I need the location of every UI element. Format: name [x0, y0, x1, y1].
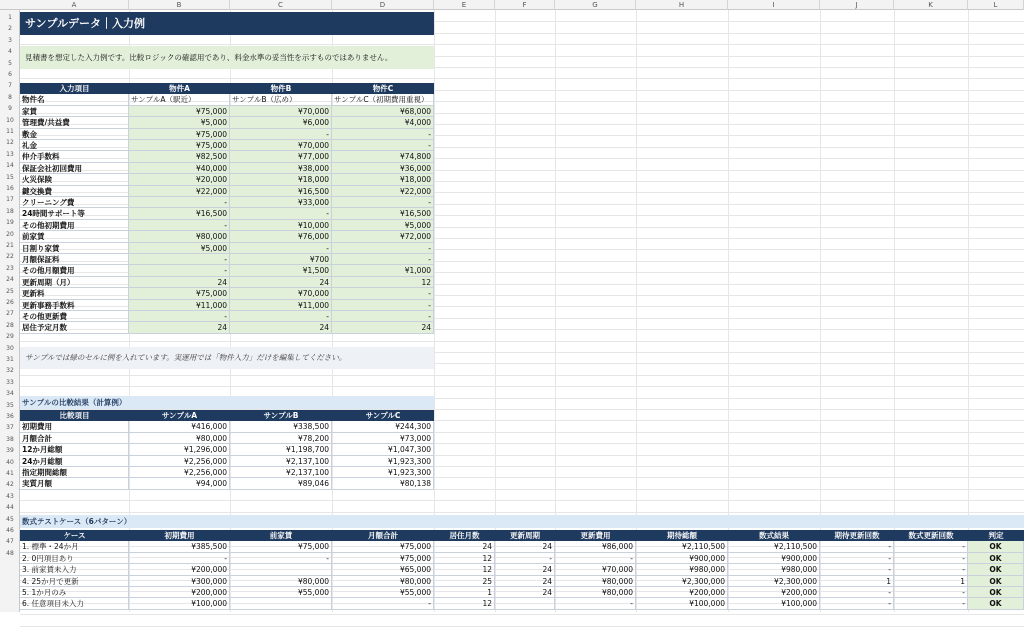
input-value-cell[interactable]: ¥80,000	[129, 231, 230, 242]
test-value-cell[interactable]: -	[820, 598, 894, 609]
test-value-cell[interactable]: -	[894, 541, 968, 552]
result-value-cell[interactable]: ¥1,047,300	[332, 444, 434, 455]
test-value-cell[interactable]: 1	[894, 576, 968, 587]
test-case-cell[interactable]: 4. 25か月で更新	[20, 576, 129, 587]
input-value-cell[interactable]: ¥38,000	[230, 163, 332, 174]
test-case-cell[interactable]: 6. 任意項目未入力	[20, 598, 129, 609]
sample-note: サンプルでは緑のセルに例を入れています。実運用では「物件入力」だけを編集してください。	[20, 347, 434, 369]
result-value-cell[interactable]: ¥80,138	[332, 478, 434, 489]
input-label-cell[interactable]: 管理費/共益費	[20, 117, 129, 128]
test-header-cell: 月額合計	[332, 530, 434, 541]
test-value-cell[interactable]: 12	[434, 564, 495, 575]
test-value-cell[interactable]: -	[894, 564, 968, 575]
test-value-cell[interactable]: ¥70,000	[555, 564, 636, 575]
row-header-26[interactable]: 26	[6, 299, 14, 306]
row-header-5[interactable]: 5	[8, 59, 12, 67]
input-label-cell[interactable]: 保証会社初回費用	[20, 163, 129, 174]
input-value-cell[interactable]: 24	[332, 322, 434, 333]
row-header-34[interactable]: 34	[6, 390, 14, 398]
input-value-cell[interactable]: -	[230, 311, 332, 322]
result-header-cell: 比較項目	[20, 410, 129, 421]
test-value-cell[interactable]: -	[820, 541, 894, 552]
input-value-cell[interactable]: 24	[129, 322, 230, 333]
test-value-cell[interactable]: ¥2,300,000	[636, 576, 728, 587]
row-header-28[interactable]: 28	[6, 321, 14, 329]
column-header-l[interactable]: L	[968, 0, 1024, 10]
row-header-33[interactable]: 33	[6, 378, 14, 386]
row-header-23[interactable]: 23	[6, 264, 14, 272]
input-value-cell[interactable]: -	[332, 243, 434, 254]
row-header-24[interactable]: 24	[6, 276, 14, 284]
test-value-cell[interactable]: ¥80,000	[555, 576, 636, 587]
test-value-cell[interactable]: ¥900,000	[636, 553, 728, 564]
row-header-18[interactable]: 18	[6, 207, 14, 215]
test-value-cell[interactable]: 12	[434, 598, 495, 609]
property-name-cell[interactable]: サンプルA（駅近）	[129, 94, 230, 105]
column-header-i[interactable]: I	[728, 0, 820, 10]
test-header-cell: 期待更新回数	[820, 530, 894, 541]
input-value-cell[interactable]: ¥33,000	[230, 197, 332, 208]
input-label-cell[interactable]: 居住予定月数	[20, 322, 129, 333]
input-value-cell[interactable]: 24	[129, 277, 230, 288]
test-value-cell[interactable]: -	[230, 553, 332, 564]
test-header-cell: 居住月数	[434, 530, 495, 541]
test-value-cell[interactable]: -	[820, 564, 894, 575]
result-value-cell[interactable]: ¥94,000	[129, 478, 230, 489]
row-header-15[interactable]: 15	[6, 173, 14, 181]
test-value-cell[interactable]	[230, 564, 332, 575]
input-label-cell[interactable]: 仲介手数料	[20, 151, 129, 162]
test-value-cell[interactable]: ¥55,000	[332, 587, 434, 598]
input-label-cell[interactable]: その他更新費	[20, 311, 129, 322]
test-value-cell[interactable]: ¥200,000	[129, 587, 230, 598]
result-value-cell[interactable]: ¥1,923,300	[332, 467, 434, 478]
test-value-cell[interactable]: ¥300,000	[129, 576, 230, 587]
input-label-cell[interactable]: 鍵交換費	[20, 186, 129, 197]
test-value-cell[interactable]: -	[555, 598, 636, 609]
input-value-cell[interactable]: ¥10,000	[230, 220, 332, 231]
test-header-cell: 初期費用	[129, 530, 230, 541]
test-value-cell[interactable]: ¥65,000	[332, 564, 434, 575]
test-value-cell[interactable]	[230, 598, 332, 609]
row-header-7[interactable]: 7	[8, 82, 12, 90]
input-value-cell[interactable]: ¥22,000	[129, 186, 230, 197]
test-value-cell[interactable]: 24	[495, 576, 555, 587]
input-value-cell[interactable]: -	[129, 254, 230, 265]
test-value-cell[interactable]: -	[820, 587, 894, 598]
test-value-cell[interactable]: ¥100,000	[728, 598, 820, 609]
test-value-cell[interactable]: ¥200,000	[728, 587, 820, 598]
input-label-cell[interactable]: クリーニング費	[20, 197, 129, 208]
input-value-cell[interactable]: -	[332, 254, 434, 265]
result-header-cell: サンプルB	[230, 410, 332, 421]
test-value-cell[interactable]: ¥200,000	[129, 564, 230, 575]
input-label-cell[interactable]: 更新周期（月）	[20, 277, 129, 288]
result-value-cell[interactable]: ¥73,000	[332, 433, 434, 444]
test-case-cell[interactable]: 2. 0円項目あり	[20, 553, 129, 564]
sheet-title: サンプルデータ｜入力例	[20, 12, 434, 35]
test-value-cell[interactable]: ¥75,000	[230, 541, 332, 552]
input-value-cell[interactable]: ¥75,000	[129, 106, 230, 117]
row-header-45[interactable]: 45	[6, 515, 14, 523]
test-value-cell[interactable]: ¥75,000	[332, 541, 434, 552]
input-value-cell[interactable]: ¥6,000	[230, 117, 332, 128]
row-header-8[interactable]: 8	[8, 93, 12, 101]
input-value-cell[interactable]: ¥11,000	[129, 300, 230, 311]
input-value-cell[interactable]: ¥74,800	[332, 151, 434, 162]
test-verdict-cell[interactable]: OK	[968, 564, 1024, 575]
result-value-cell[interactable]: ¥338,500	[230, 421, 332, 432]
test-value-cell[interactable]: ¥2,110,500	[728, 541, 820, 552]
input-value-cell[interactable]: ¥18,000	[332, 174, 434, 185]
input-value-cell[interactable]: 24	[230, 277, 332, 288]
input-value-cell[interactable]: ¥5,000	[332, 220, 434, 231]
row-header-43[interactable]: 43	[6, 492, 14, 500]
test-value-cell[interactable]: 25	[434, 576, 495, 587]
input-value-cell[interactable]: ¥76,000	[230, 231, 332, 242]
input-label-cell[interactable]: 敷金	[20, 129, 129, 140]
result-value-cell[interactable]: ¥2,256,000	[129, 467, 230, 478]
column-header-d[interactable]: D	[332, 0, 434, 10]
input-value-cell[interactable]: 24	[230, 322, 332, 333]
input-value-cell[interactable]: ¥70,000	[230, 140, 332, 151]
test-verdict-cell[interactable]: OK	[968, 598, 1024, 609]
input-value-cell[interactable]: ¥18,000	[230, 174, 332, 185]
result-header-cell: サンプルA	[129, 410, 230, 421]
test-header-cell: 期待総額	[636, 530, 728, 541]
test-section-title: 数式テストケース（6パターン）	[20, 515, 1024, 528]
row-header-12[interactable]: 12	[6, 139, 14, 147]
row-header-2[interactable]: 2	[8, 25, 12, 33]
test-header-cell: 前家賃	[230, 530, 332, 541]
input-value-cell[interactable]: ¥75,000	[129, 129, 230, 140]
input-label-cell[interactable]: その他月額費用	[20, 265, 129, 276]
test-value-cell[interactable]: ¥2,110,500	[636, 541, 728, 552]
row-header-40[interactable]: 40	[6, 458, 14, 466]
row-header-4[interactable]: 4	[8, 48, 12, 56]
test-value-cell[interactable]: -	[894, 598, 968, 609]
row-header-14[interactable]: 14	[6, 162, 14, 170]
gridline-horizontal	[20, 614, 1024, 615]
column-header-j[interactable]: J	[820, 0, 894, 10]
test-value-cell[interactable]: ¥900,000	[728, 553, 820, 564]
row-header-35[interactable]: 35	[6, 401, 14, 409]
input-label-cell[interactable]: 家賃	[20, 106, 129, 117]
input-value-cell[interactable]: ¥16,500	[129, 208, 230, 219]
test-case-cell[interactable]: 3. 前家賃未入力	[20, 564, 129, 575]
test-value-cell[interactable]: 24	[495, 587, 555, 598]
test-header-cell: 数式更新回数	[894, 530, 968, 541]
test-value-cell[interactable]: -	[894, 587, 968, 598]
result-value-cell[interactable]: ¥2,256,000	[129, 456, 230, 467]
input-value-cell[interactable]: -	[332, 311, 434, 322]
row-header-25[interactable]: 25	[6, 287, 14, 295]
input-value-cell[interactable]: -	[129, 311, 230, 322]
gridline-horizontal	[20, 386, 1024, 387]
input-value-cell[interactable]: -	[332, 197, 434, 208]
row-header-11[interactable]: 11	[6, 128, 14, 135]
input-value-cell[interactable]: ¥68,000	[332, 106, 434, 117]
result-value-cell[interactable]: ¥244,300	[332, 421, 434, 432]
row-header-31[interactable]: 31	[6, 356, 14, 363]
column-header-k[interactable]: K	[894, 0, 968, 10]
test-header-cell: 判定	[968, 530, 1024, 541]
result-section-title: サンプルの比較結果（計算例）	[20, 396, 434, 409]
column-header-h[interactable]: H	[636, 0, 728, 10]
result-label-cell[interactable]: 実質月額	[20, 478, 129, 489]
row-header-21[interactable]: 21	[6, 242, 14, 249]
input-label-cell[interactable]: 24時間サポート等	[20, 208, 129, 219]
gridline-horizontal	[20, 341, 1024, 342]
test-value-cell[interactable]: ¥980,000	[728, 564, 820, 575]
result-label-cell[interactable]: 指定期間総額	[20, 467, 129, 478]
test-verdict-cell[interactable]: OK	[968, 587, 1024, 598]
test-value-cell[interactable]: ¥980,000	[636, 564, 728, 575]
row-header-22[interactable]: 22	[6, 253, 14, 261]
result-label-cell[interactable]: 月額合計	[20, 433, 129, 444]
test-value-cell[interactable]: ¥385,500	[129, 541, 230, 552]
input-value-cell[interactable]: -	[129, 197, 230, 208]
input-header-cell: 物件C	[332, 83, 434, 94]
test-verdict-cell[interactable]: OK	[968, 541, 1024, 552]
row-header-32[interactable]: 32	[6, 367, 14, 375]
input-value-cell[interactable]: ¥5,000	[129, 243, 230, 254]
input-value-cell[interactable]: 12	[332, 277, 434, 288]
row-header-19[interactable]: 19	[6, 219, 14, 227]
input-value-cell[interactable]: -	[230, 129, 332, 140]
test-value-cell[interactable]: 24	[434, 541, 495, 552]
input-label-cell[interactable]: 火災保険	[20, 174, 129, 185]
result-value-cell[interactable]: ¥80,000	[129, 433, 230, 444]
gridline-horizontal	[20, 512, 1024, 513]
test-value-cell[interactable]: 12	[434, 553, 495, 564]
result-value-cell[interactable]: ¥78,200	[230, 433, 332, 444]
result-value-cell[interactable]: ¥416,000	[129, 421, 230, 432]
column-header-g[interactable]: G	[555, 0, 636, 10]
disclaimer-note: 見積書を想定した入力例です。比較ロジックの確認用であり、料金水準の妥当性を示すものではありません。	[20, 46, 434, 69]
column-header-c[interactable]: C	[230, 0, 332, 10]
input-value-cell[interactable]: ¥20,000	[129, 174, 230, 185]
test-value-cell[interactable]: -	[820, 553, 894, 564]
input-value-cell[interactable]: -	[129, 220, 230, 231]
test-header-cell: 更新費用	[555, 530, 636, 541]
input-value-cell[interactable]: ¥1,500	[230, 265, 332, 276]
input-value-cell[interactable]: -	[332, 288, 434, 299]
column-header-e[interactable]: E	[434, 0, 495, 10]
test-verdict-cell[interactable]: OK	[968, 576, 1024, 587]
result-value-cell[interactable]: ¥1,198,700	[230, 444, 332, 455]
input-label-cell[interactable]: 日割り家賃	[20, 243, 129, 254]
test-value-cell[interactable]: ¥80,000	[332, 576, 434, 587]
row-header-10[interactable]: 10	[6, 116, 14, 124]
gridline-horizontal	[20, 375, 1024, 376]
test-verdict-cell[interactable]: OK	[968, 553, 1024, 564]
input-label-cell[interactable]: 前家賃	[20, 231, 129, 242]
row-header-44[interactable]: 44	[6, 504, 14, 512]
row-header-17[interactable]: 17	[6, 196, 14, 204]
gridline-horizontal	[20, 500, 1024, 501]
input-value-cell[interactable]: ¥5,000	[129, 117, 230, 128]
test-case-cell[interactable]: 5. 1か月のみ	[20, 587, 129, 598]
result-value-cell[interactable]: ¥89,046	[230, 478, 332, 489]
test-value-cell[interactable]: ¥100,000	[636, 598, 728, 609]
row-header-41[interactable]: 41	[6, 470, 14, 477]
gridline-horizontal	[20, 78, 1024, 79]
input-label-cell[interactable]: 物件名	[20, 94, 129, 105]
row-header-47[interactable]: 47	[6, 538, 14, 546]
row-header-3[interactable]: 3	[8, 36, 12, 44]
row-header-42[interactable]: 42	[6, 481, 14, 489]
input-value-cell[interactable]: ¥70,000	[230, 106, 332, 117]
row-header-29[interactable]: 29	[6, 333, 14, 341]
test-value-cell[interactable]: ¥80,000	[555, 587, 636, 598]
result-value-cell[interactable]: ¥1,923,300	[332, 456, 434, 467]
test-value-cell[interactable]: ¥100,000	[129, 598, 230, 609]
input-header-cell: 入力項目	[20, 83, 129, 94]
test-value-cell[interactable]: -	[894, 553, 968, 564]
result-value-cell[interactable]: ¥2,137,100	[230, 456, 332, 467]
row-header-20[interactable]: 20	[6, 230, 14, 238]
test-header-cell: 数式結果	[728, 530, 820, 541]
input-value-cell[interactable]: ¥700	[230, 254, 332, 265]
row-header-36[interactable]: 36	[6, 413, 14, 420]
test-value-cell[interactable]: -	[129, 553, 230, 564]
input-value-cell[interactable]: ¥72,000	[332, 231, 434, 242]
input-value-cell[interactable]: -	[230, 243, 332, 254]
input-header-cell: 物件A	[129, 83, 230, 94]
input-value-cell[interactable]: ¥16,500	[230, 186, 332, 197]
row-header-39[interactable]: 39	[6, 447, 14, 455]
input-value-cell[interactable]: -	[230, 208, 332, 219]
test-case-cell[interactable]: 1. 標準・24か月	[20, 541, 129, 552]
input-label-cell[interactable]: 更新事務手数料	[20, 300, 129, 311]
test-value-cell[interactable]: ¥86,000	[555, 541, 636, 552]
input-value-cell[interactable]: ¥11,000	[230, 300, 332, 311]
input-value-cell[interactable]: ¥1,000	[332, 265, 434, 276]
input-value-cell[interactable]: ¥77,000	[230, 151, 332, 162]
property-name-cell[interactable]: サンプルC（初期費用重視）	[332, 94, 434, 105]
test-header-cell: ケース	[20, 530, 129, 541]
row-header-46[interactable]: 46	[6, 527, 14, 534]
row-header-38[interactable]: 38	[6, 435, 14, 443]
input-value-cell[interactable]: -	[129, 265, 230, 276]
input-value-cell[interactable]: -	[332, 129, 434, 140]
column-header-f[interactable]: F	[495, 0, 555, 10]
input-value-cell[interactable]: ¥75,000	[129, 288, 230, 299]
input-value-cell[interactable]: ¥75,000	[129, 140, 230, 151]
input-value-cell[interactable]: ¥82,500	[129, 151, 230, 162]
input-value-cell[interactable]: -	[332, 300, 434, 311]
test-header-cell: 更新周期	[495, 530, 555, 541]
row-header-6[interactable]: 6	[8, 71, 12, 78]
row-header-1[interactable]: 1	[8, 14, 12, 21]
test-value-cell[interactable]: 1	[820, 576, 894, 587]
row-header-16[interactable]: 16	[6, 185, 14, 192]
gridline-horizontal	[20, 626, 1024, 627]
result-label-cell[interactable]: 初期費用	[20, 421, 129, 432]
row-header-37[interactable]: 37	[6, 424, 14, 432]
test-value-cell[interactable]: -	[332, 598, 434, 609]
row-header-9[interactable]: 9	[8, 105, 12, 113]
input-value-cell[interactable]: ¥40,000	[129, 163, 230, 174]
test-value-cell[interactable]	[495, 598, 555, 609]
input-header-cell: 物件B	[230, 83, 332, 94]
input-value-cell[interactable]: ¥4,000	[332, 117, 434, 128]
row-header-13[interactable]: 13	[6, 150, 14, 158]
input-label-cell[interactable]: 更新料	[20, 288, 129, 299]
input-label-cell[interactable]: その他初期費用	[20, 220, 129, 231]
test-value-cell[interactable]: -	[555, 553, 636, 564]
input-label-cell[interactable]: 礼金	[20, 140, 129, 151]
test-value-cell[interactable]: 1	[434, 587, 495, 598]
result-header-cell: サンプルC	[332, 410, 434, 421]
input-value-cell[interactable]: ¥22,000	[332, 186, 434, 197]
result-value-cell[interactable]: ¥2,137,100	[230, 467, 332, 478]
test-value-cell[interactable]: 24	[495, 541, 555, 552]
test-value-cell[interactable]: ¥55,000	[230, 587, 332, 598]
row-header-30[interactable]: 30	[6, 344, 14, 352]
test-value-cell[interactable]: ¥80,000	[230, 576, 332, 587]
input-value-cell[interactable]: ¥16,500	[332, 208, 434, 219]
test-value-cell[interactable]: ¥200,000	[636, 587, 728, 598]
row-header-48[interactable]: 48	[6, 549, 14, 557]
test-value-cell[interactable]: ¥75,000	[332, 553, 434, 564]
column-header-a[interactable]: A	[20, 0, 129, 10]
input-label-cell[interactable]: 月額保証料	[20, 254, 129, 265]
input-value-cell[interactable]: ¥36,000	[332, 163, 434, 174]
row-header-27[interactable]: 27	[6, 310, 14, 318]
input-value-cell[interactable]: ¥70,000	[230, 288, 332, 299]
column-header-b[interactable]: B	[129, 0, 230, 10]
input-value-cell[interactable]: -	[332, 140, 434, 151]
property-name-cell[interactable]: サンプルB（広め）	[230, 94, 332, 105]
result-label-cell[interactable]: 24か月総額	[20, 456, 129, 467]
test-value-cell[interactable]: -	[495, 553, 555, 564]
test-value-cell[interactable]: ¥2,300,000	[728, 576, 820, 587]
result-value-cell[interactable]: ¥1,296,000	[129, 444, 230, 455]
test-value-cell[interactable]: 24	[495, 564, 555, 575]
result-label-cell[interactable]: 12か月総額	[20, 444, 129, 455]
